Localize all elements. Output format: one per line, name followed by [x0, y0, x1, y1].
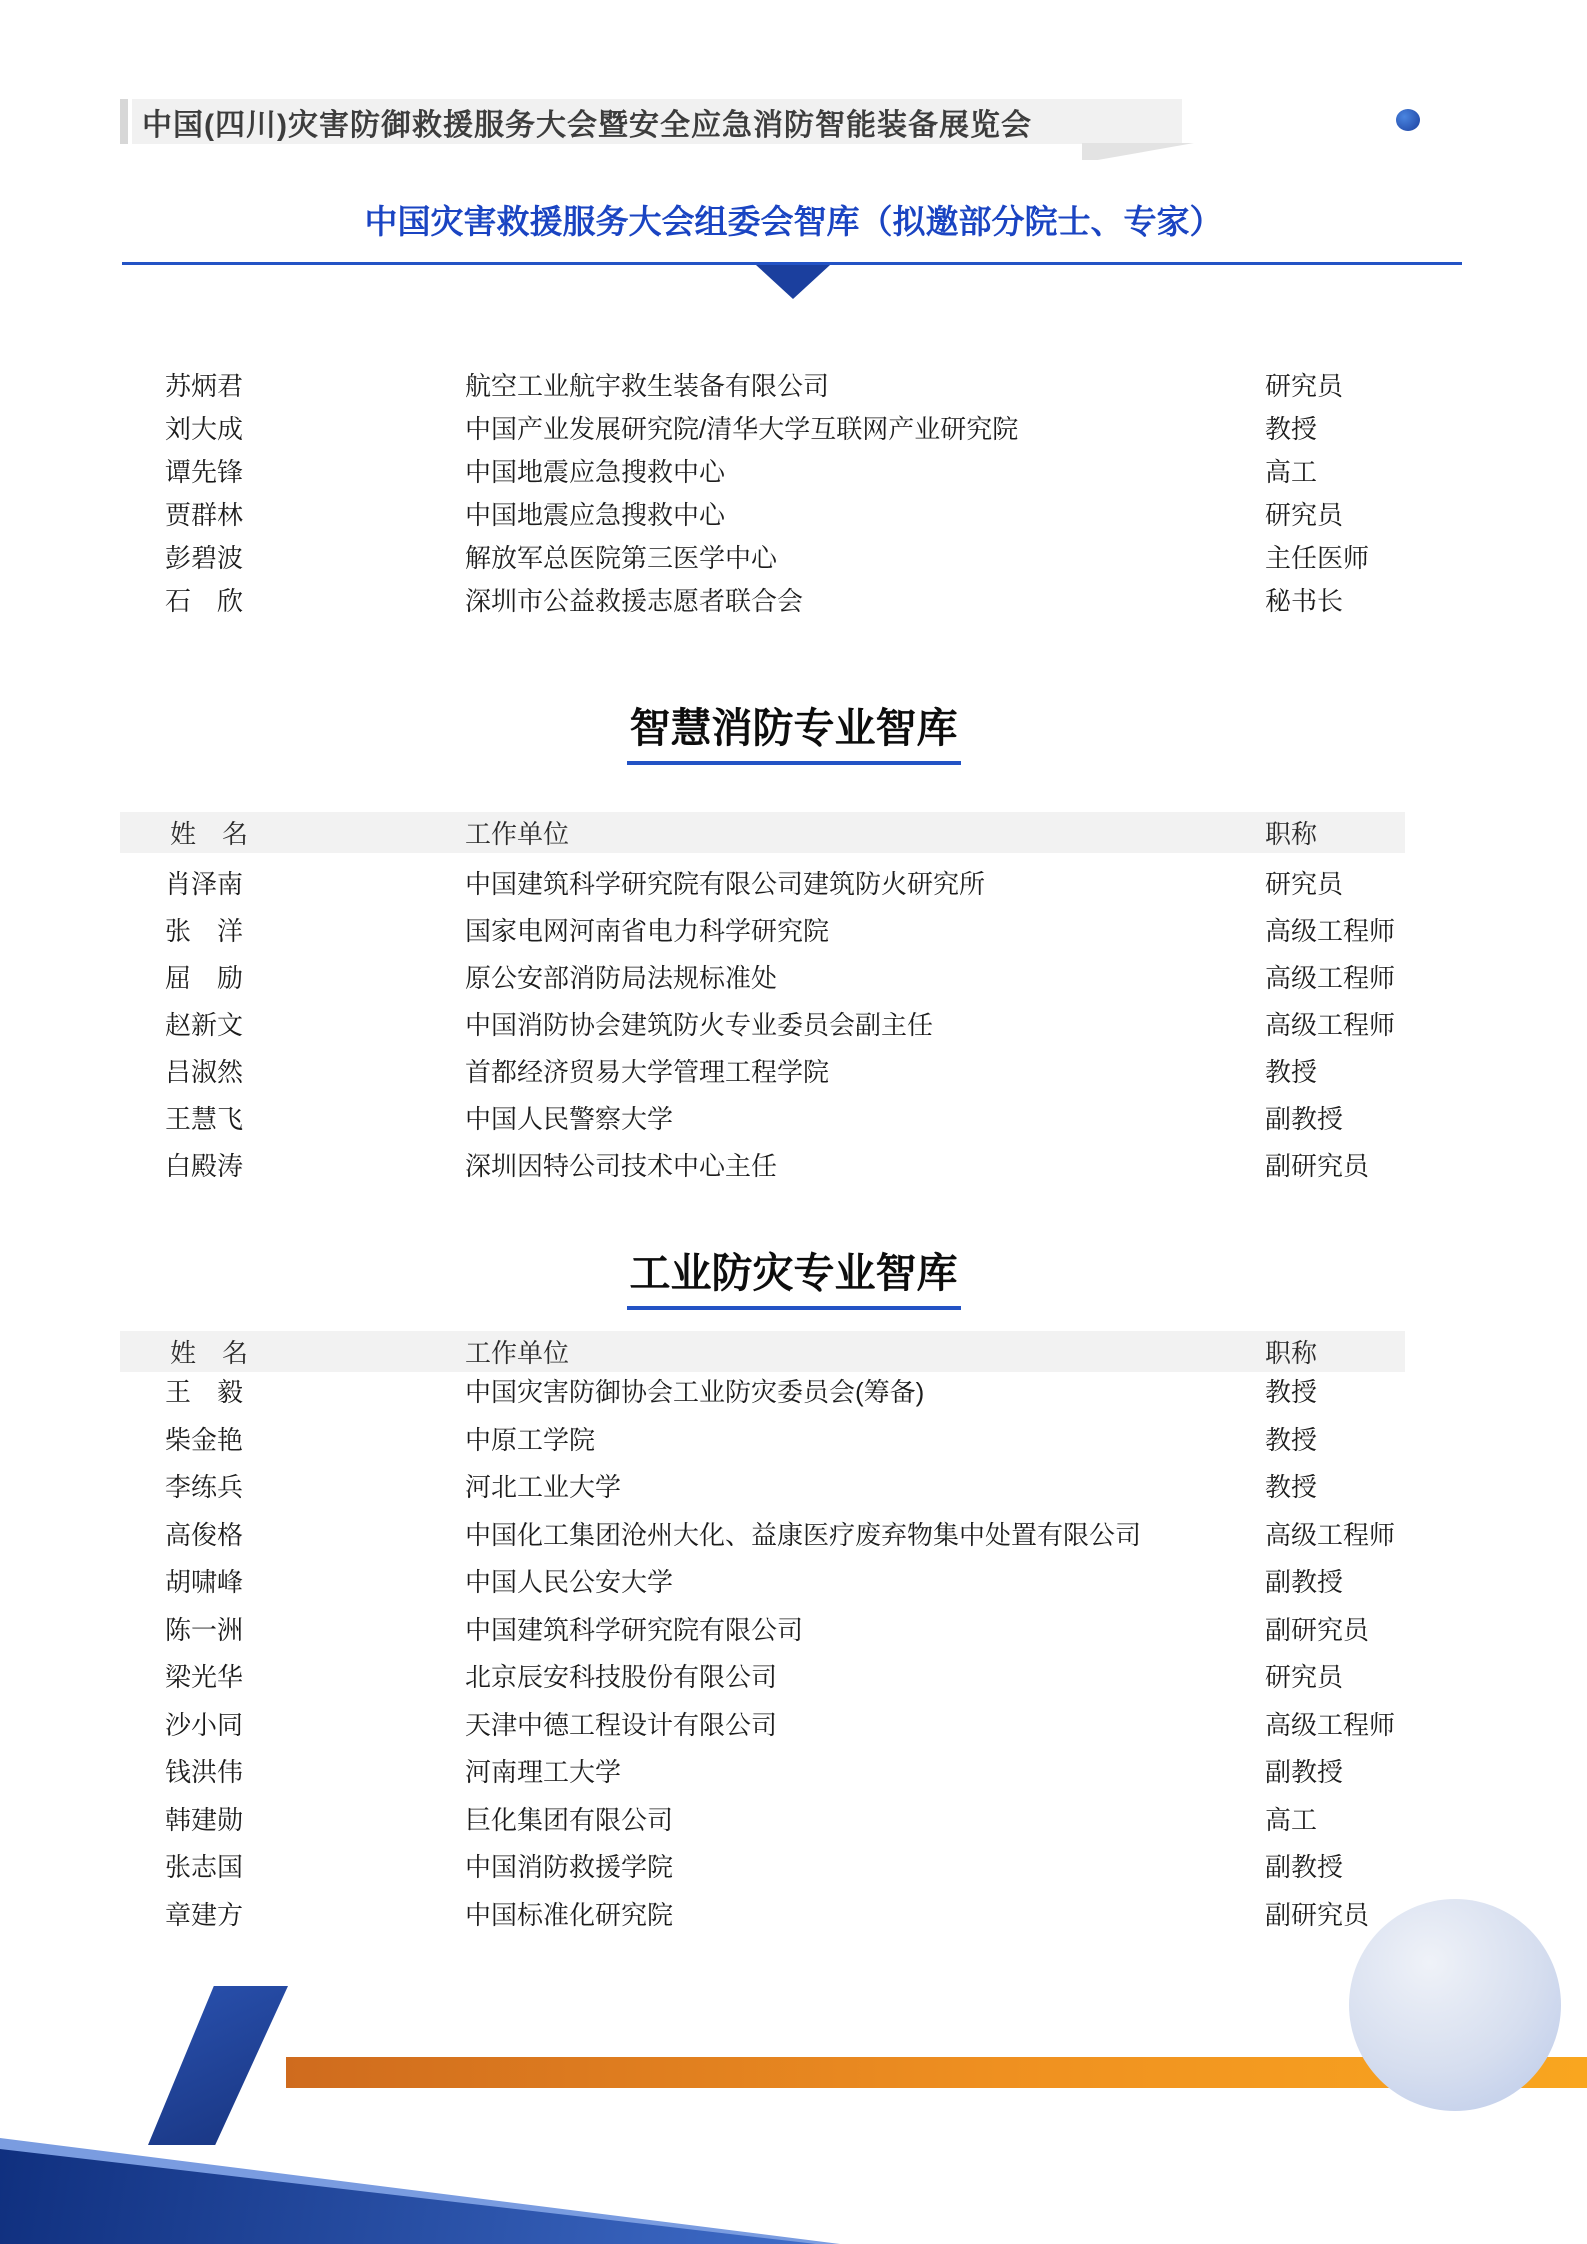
member-name: 钱洪伟: [165, 1757, 244, 1788]
table-row: [165, 906, 1587, 953]
member-name: 刘大成: [165, 414, 244, 444]
smart-fire-table-header: [120, 812, 1405, 853]
member-title: 副教授: [1265, 1104, 1344, 1134]
table-row: [165, 859, 1587, 906]
table-row: [165, 1094, 1587, 1141]
member-name: 沙小同: [165, 1709, 244, 1740]
table-row: [165, 1700, 1587, 1748]
member-org: 中国地震应急搜救中心: [465, 457, 726, 487]
member-org: 中国地震应急搜救中心: [465, 500, 726, 530]
member-org: 中国产业发展研究院/清华大学互联网产业研究院: [465, 414, 1019, 444]
member-title: 副研究员: [1265, 1614, 1370, 1645]
banner-accent-stripe: [120, 99, 128, 144]
member-title: 副研究员: [1265, 1151, 1370, 1181]
member-title: 教授: [1265, 1472, 1318, 1503]
member-org: 中国化工集团沧州大化、益康医疗废弃物集中处置有限公司: [465, 1519, 1142, 1550]
table-row: [165, 1462, 1587, 1510]
member-name: 李练兵: [165, 1472, 244, 1503]
triangle-down-icon: [756, 265, 830, 299]
member-name: 张 洋: [165, 916, 244, 946]
member-name: 石 欣: [165, 586, 244, 616]
member-name: 肖泽南: [165, 869, 244, 899]
member-name: 吕淑然: [165, 1057, 244, 1087]
member-name: 白殿涛: [165, 1151, 244, 1181]
table-row: [165, 406, 1587, 449]
member-title: 研究员: [1265, 371, 1344, 401]
member-org: 中国消防救援学院: [465, 1852, 674, 1883]
section-title-industrial: 工业防灾专业智库: [627, 1240, 961, 1310]
member-org: 中国建筑科学研究院有限公司: [465, 1614, 804, 1645]
member-title: 副研究员: [1265, 1899, 1370, 1930]
column-header-name: 姓 名: [170, 1338, 249, 1368]
table-row: [165, 578, 1587, 621]
member-org: 中原工学院: [465, 1424, 596, 1455]
member-name: 韩建勋: [165, 1804, 244, 1835]
table-row: [165, 953, 1587, 1000]
table-row: [165, 449, 1587, 492]
member-title: 秘书长: [1265, 586, 1344, 616]
table-row: [165, 1141, 1587, 1188]
member-org: 巨化集团有限公司: [465, 1804, 674, 1835]
table-row: [165, 1747, 1587, 1795]
member-org: 中国消防协会建筑防火专业委员会副主任: [465, 1010, 934, 1040]
member-title: 高级工程师: [1265, 1709, 1396, 1740]
member-title: 副教授: [1265, 1852, 1344, 1883]
event-banner-title: 中国(四川)灾害防御救援服务大会暨安全应急消防智能装备展览会: [142, 108, 1032, 142]
column-header-org: 工作单位: [465, 1338, 570, 1368]
page-title: 中国灾害救援服务大会组委会智库（拟邀部分院士、专家）: [364, 203, 1223, 240]
banner-tail-decoration: [1082, 143, 1194, 160]
member-org: 中国人民公安大学: [465, 1567, 674, 1598]
table-row: [165, 363, 1587, 406]
member-org: 深圳市公益救援志愿者联合会: [465, 586, 804, 616]
column-header-title: 职称: [1265, 819, 1318, 849]
member-title: 高级工程师: [1265, 1010, 1396, 1040]
bottom-wedge-decoration: [0, 2149, 816, 2244]
smart-fire-expert-table: [165, 859, 1587, 1188]
member-title: 研究员: [1265, 500, 1344, 530]
member-org: 河南理工大学: [465, 1757, 622, 1788]
member-org: 中国标准化研究院: [465, 1899, 674, 1930]
member-org: 中国人民警察大学: [465, 1104, 674, 1134]
table-row: [165, 1652, 1587, 1700]
member-title: 教授: [1265, 1424, 1318, 1455]
member-name: 贾群林: [165, 500, 244, 530]
member-org: 解放军总医院第三医学中心: [465, 543, 778, 573]
table-row: [165, 1415, 1587, 1463]
table-row: [165, 535, 1587, 578]
industrial-table-header: [120, 1331, 1405, 1372]
industrial-expert-table: [165, 1367, 1587, 1937]
member-title: 副教授: [1265, 1567, 1344, 1598]
member-name: 陈一洲: [165, 1614, 244, 1645]
table-row: [165, 1510, 1587, 1558]
table-row: [165, 1795, 1587, 1843]
member-title: 教授: [1265, 414, 1318, 444]
section-title-wrap: [0, 695, 1587, 765]
member-name: 谭先锋: [165, 457, 244, 487]
member-org: 深圳因特公司技术中心主任: [465, 1151, 778, 1181]
member-org: 原公安部消防局法规标准处: [465, 963, 778, 993]
column-header-name: 姓 名: [170, 819, 249, 849]
member-name: 苏炳君: [165, 371, 244, 401]
member-title: 高工: [1265, 457, 1318, 487]
table-row: [165, 1605, 1587, 1653]
member-name: 赵新文: [165, 1010, 244, 1040]
member-title: 研究员: [1265, 1662, 1344, 1693]
column-header-title: 职称: [1265, 1338, 1318, 1368]
member-org: 天津中德工程设计有限公司: [465, 1709, 778, 1740]
member-name: 胡啸峰: [165, 1567, 244, 1598]
member-name: 彭碧波: [165, 543, 244, 573]
section-title-wrap: [0, 1240, 1587, 1310]
member-title: 教授: [1265, 1057, 1318, 1087]
section-title-smart-fire: 智慧消防专业智库: [627, 695, 961, 765]
member-title: 高级工程师: [1265, 916, 1396, 946]
member-title: 高级工程师: [1265, 1519, 1396, 1550]
member-title: 高工: [1265, 1804, 1318, 1835]
member-title: 副教授: [1265, 1757, 1344, 1788]
committee-expert-table: [165, 363, 1587, 621]
member-name: 王 毅: [165, 1377, 244, 1408]
member-name: 章建方: [165, 1899, 244, 1930]
blue-dot-icon: [1396, 109, 1420, 131]
member-org: 中国建筑科学研究院有限公司建筑防火研究所: [465, 869, 986, 899]
member-org: 首都经济贸易大学管理工程学院: [465, 1057, 830, 1087]
member-org: 航空工业航宇救生装备有限公司: [465, 371, 830, 401]
table-row: [165, 1047, 1587, 1094]
member-name: 屈 励: [165, 963, 244, 993]
table-row: [165, 1367, 1587, 1415]
table-row: [165, 1000, 1587, 1047]
member-name: 张志国: [165, 1852, 244, 1883]
table-row: [165, 1890, 1587, 1938]
title-divider-line: [122, 262, 1462, 265]
corner-circle-decoration: [1349, 1899, 1561, 2111]
member-title: 研究员: [1265, 869, 1344, 899]
member-name: 王慧飞: [165, 1104, 244, 1134]
table-row: [165, 1842, 1587, 1890]
table-row: [165, 492, 1587, 535]
event-banner: [132, 99, 1182, 144]
member-title: 高级工程师: [1265, 963, 1396, 993]
member-org: 河北工业大学: [465, 1472, 622, 1503]
member-name: 柴金艳: [165, 1424, 244, 1455]
member-org: 中国灾害防御协会工业防灾委员会(筹备): [465, 1377, 925, 1408]
blue-parallelogram-decoration: [148, 1986, 288, 2145]
member-org: 国家电网河南省电力科学研究院: [465, 916, 830, 946]
member-title: 教授: [1265, 1377, 1318, 1408]
member-org: 北京辰安科技股份有限公司: [465, 1662, 778, 1693]
member-name: 梁光华: [165, 1662, 244, 1693]
column-header-org: 工作单位: [465, 819, 570, 849]
member-title: 主任医师: [1265, 543, 1370, 573]
member-name: 高俊格: [165, 1519, 244, 1550]
table-row: [165, 1557, 1587, 1605]
